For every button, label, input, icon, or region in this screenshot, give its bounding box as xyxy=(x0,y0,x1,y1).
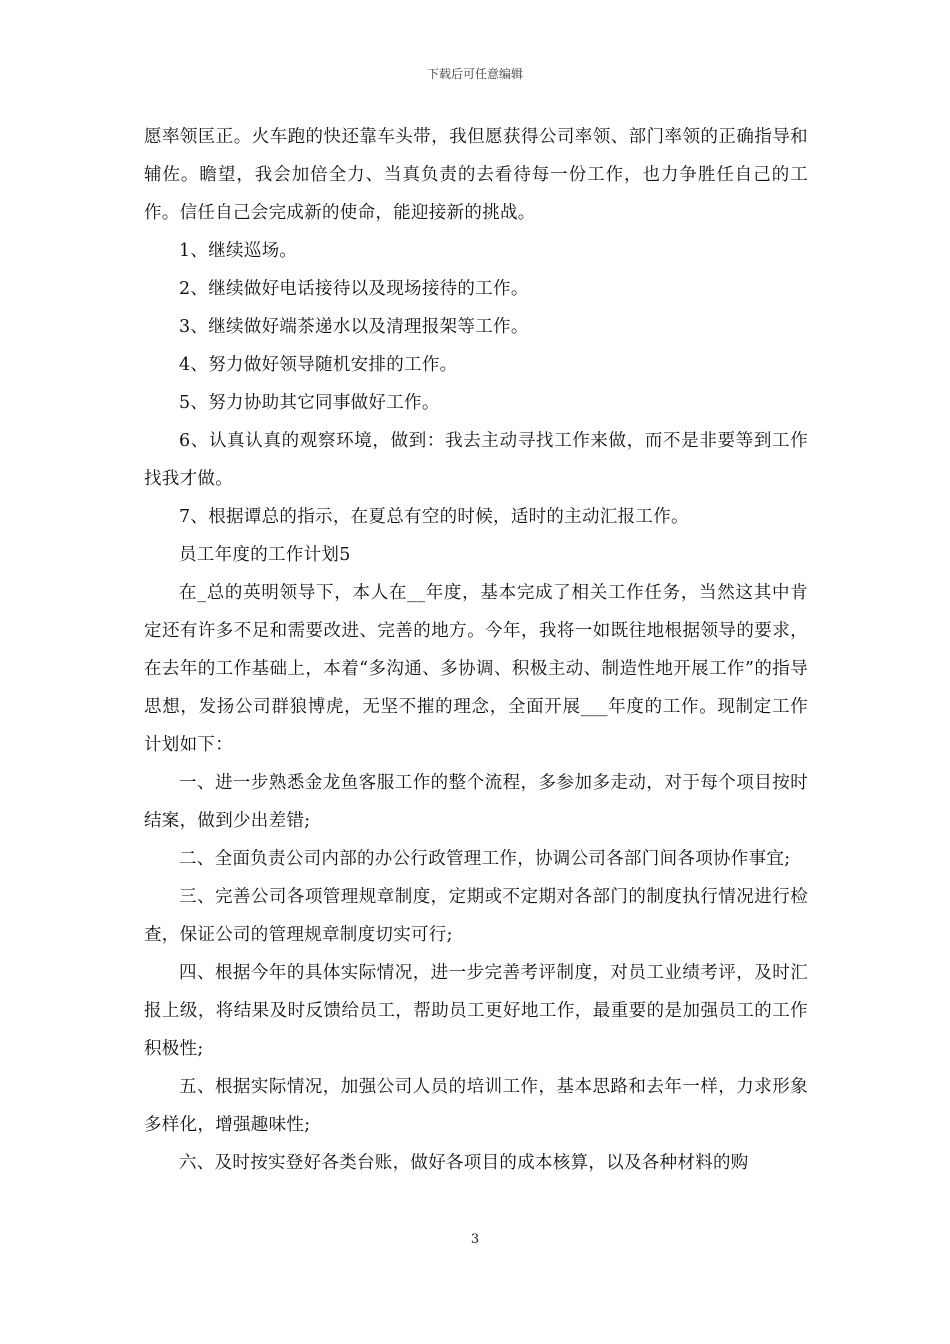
page-header: 下载后可任意编辑 xyxy=(426,67,523,81)
list-item-2: 2、继续做好电话接待以及现场接待的工作。 xyxy=(179,279,529,299)
list-item-6: 6、认真认真的观察环境，做到：我去主动寻找工作来做，而不是非要等到工作找我才做。 xyxy=(144,431,808,489)
list-item-4: 4、努力做好领导随机安排的工作。 xyxy=(179,355,458,375)
plan-item-6: 六、及时按实登好各类台账，做好各项目的成本核算，以及各种材料的购 xyxy=(179,1153,749,1173)
plan-item-2: 二、全面负责公司内部的办公行政管理工作，协调公司各部门间各项协作事宜; xyxy=(179,849,791,869)
list-item-5: 5、努力协助其它同事做好工作。 xyxy=(179,393,440,413)
paragraph-continuation: 愿率领匡正。火车跑的快还靠车头带，我但愿获得公司率领、部门率领的正确指导和辅佐。瞻望，我会加倍全力、当真负责的去看待每一份工作，也力争胜任自己的工作。信任自己会完成新的使命，能迎接新的挑战。 xyxy=(144,127,808,223)
list-item-1: 1、继续巡场。 xyxy=(179,241,298,261)
plan-item-1: 一、进一步熟悉金龙鱼客服工作的整个流程，多参加多走动，对于每个项目按时结案，做到少出差错; xyxy=(144,773,808,831)
document-body xyxy=(144,118,808,1182)
list-item-7: 7、根据谭总的指示，在夏总有空的时候，适时的主动汇报工作。 xyxy=(179,507,689,527)
list-item-3: 3、继续做好端茶递水以及清理报架等工作。 xyxy=(179,317,529,337)
section-heading: 员工年度的工作计划5 xyxy=(179,545,351,565)
plan-item-4: 四、根据今年的具体实际情况，进一步完善考评制度，对员工业绩考评，及时汇报上级，将结果及时反馈给员工，帮助员工更好地工作，最重要的是加强员工的工作积极性; xyxy=(144,963,808,1059)
plan-item-3: 三、完善公司各项管理规章制度，定期或不定期对各部门的制度执行情况进行检查，保证公司的管理规章制度切实可行; xyxy=(144,887,808,945)
plan-item-5: 五、根据实际情况，加强公司人员的培训工作，基本思路和去年一样，力求形象多样化，增强趣味性; xyxy=(144,1077,808,1135)
intro-paragraph: 在_总的英明领导下，本人在__年度，基本完成了相关工作任务，当然这其中肯定还有许多不足和需要改进、完善的地方。今年，我将一如既往地根据领导的要求，在去年的工作基础上，本着“多沟通、多协调、积极主动、制造性地开展工作”的指导思想，发扬公司群狼博虎，无坚不摧的理念，全面开展___年度的工作。现制定工作计划如下： xyxy=(144,583,808,755)
page-number: 3 xyxy=(470,1232,480,1247)
